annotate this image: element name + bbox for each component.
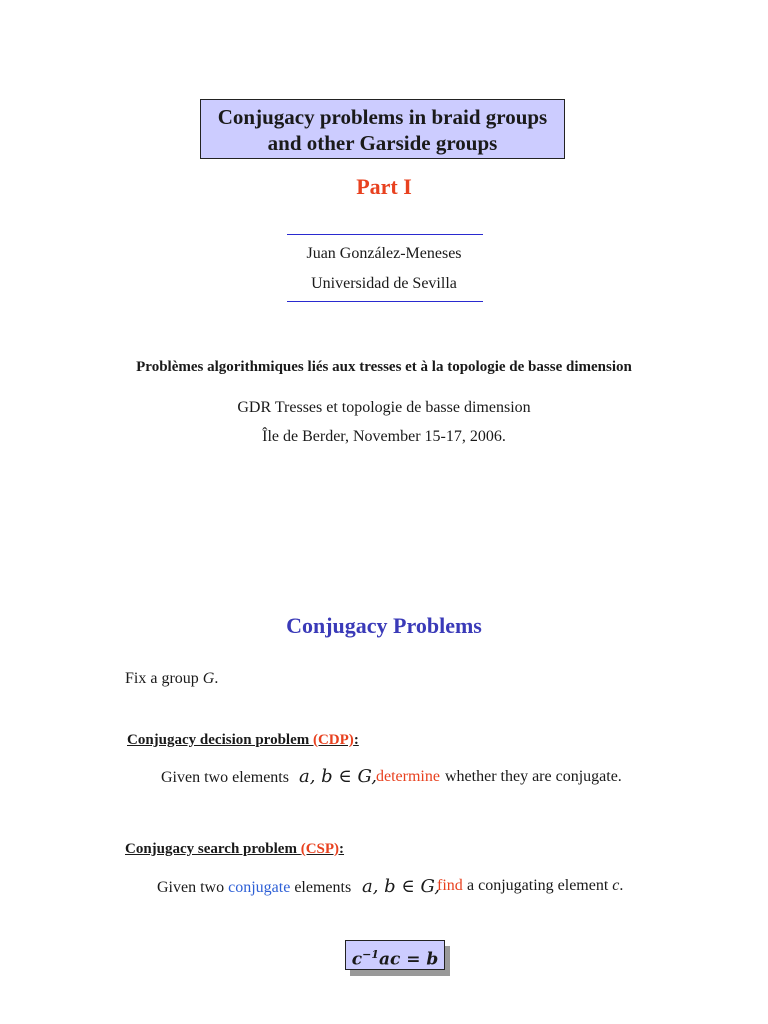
- conjugation-formula: [345, 940, 445, 970]
- formula-base: c: [351, 949, 363, 970]
- cdp-heading: [127, 732, 359, 749]
- csp-verb: find: [437, 877, 463, 894]
- csp-given-text: Given two: [157, 879, 225, 896]
- csp-given: [157, 879, 351, 897]
- affiliation: Universidad de Sevilla: [311, 275, 457, 292]
- venue-line-1: GDR Tresses et topologie de basse dimension: [237, 399, 531, 416]
- csp-math: a, b ∈ G,: [362, 876, 440, 897]
- section-title: Conjugacy Problems: [286, 613, 482, 638]
- formula-exponent: −1: [362, 948, 379, 961]
- csp-elements: elements: [294, 879, 352, 896]
- cdp-verb: determine: [376, 768, 440, 785]
- csp-colon: :: [339, 841, 345, 857]
- title-line-2: and other Garside groups: [267, 131, 498, 155]
- csp-conjugate: conjugate: [228, 879, 291, 896]
- title-line-1: Conjugacy problems in braid groups: [217, 105, 548, 129]
- csp-rest: [467, 877, 623, 895]
- csp-heading: [125, 841, 344, 858]
- csp-rest-text: a conjugating element: [467, 877, 609, 894]
- cdp-colon: :: [353, 732, 359, 748]
- cdp-heading-text: Conjugacy decision problem: [127, 732, 313, 748]
- csp-acronym: (CSP): [300, 841, 340, 857]
- author-name: Juan González-Meneses: [306, 245, 462, 262]
- formula-rest: ac = b: [378, 949, 439, 970]
- formula-container: [345, 940, 445, 970]
- fix-end: .: [214, 670, 219, 687]
- workshop-title: Problèmes algorithmiques liés aux tresses et à la topologie de basse dimension: [136, 359, 632, 375]
- cdp-math: a, b ∈ G,: [299, 766, 377, 787]
- csp-heading-text: Conjugacy search problem: [125, 841, 301, 857]
- group-symbol: G: [202, 670, 215, 687]
- cdp-given: Given two elements: [161, 769, 289, 786]
- fix-text: Fix a group: [125, 670, 203, 687]
- title-box: [200, 99, 565, 159]
- cdp-acronym: (CDP): [312, 732, 354, 748]
- fix-group-text: [125, 670, 218, 688]
- csp-var: c: [612, 877, 620, 894]
- csp-end: .: [619, 877, 624, 894]
- divider-top: [287, 234, 483, 235]
- cdp-rest: whether they are conjugate.: [445, 768, 622, 785]
- part-label: Part I: [356, 174, 412, 199]
- divider-bottom: [287, 301, 483, 302]
- venue-line-2: Île de Berder, November 15-17, 2006.: [262, 428, 506, 445]
